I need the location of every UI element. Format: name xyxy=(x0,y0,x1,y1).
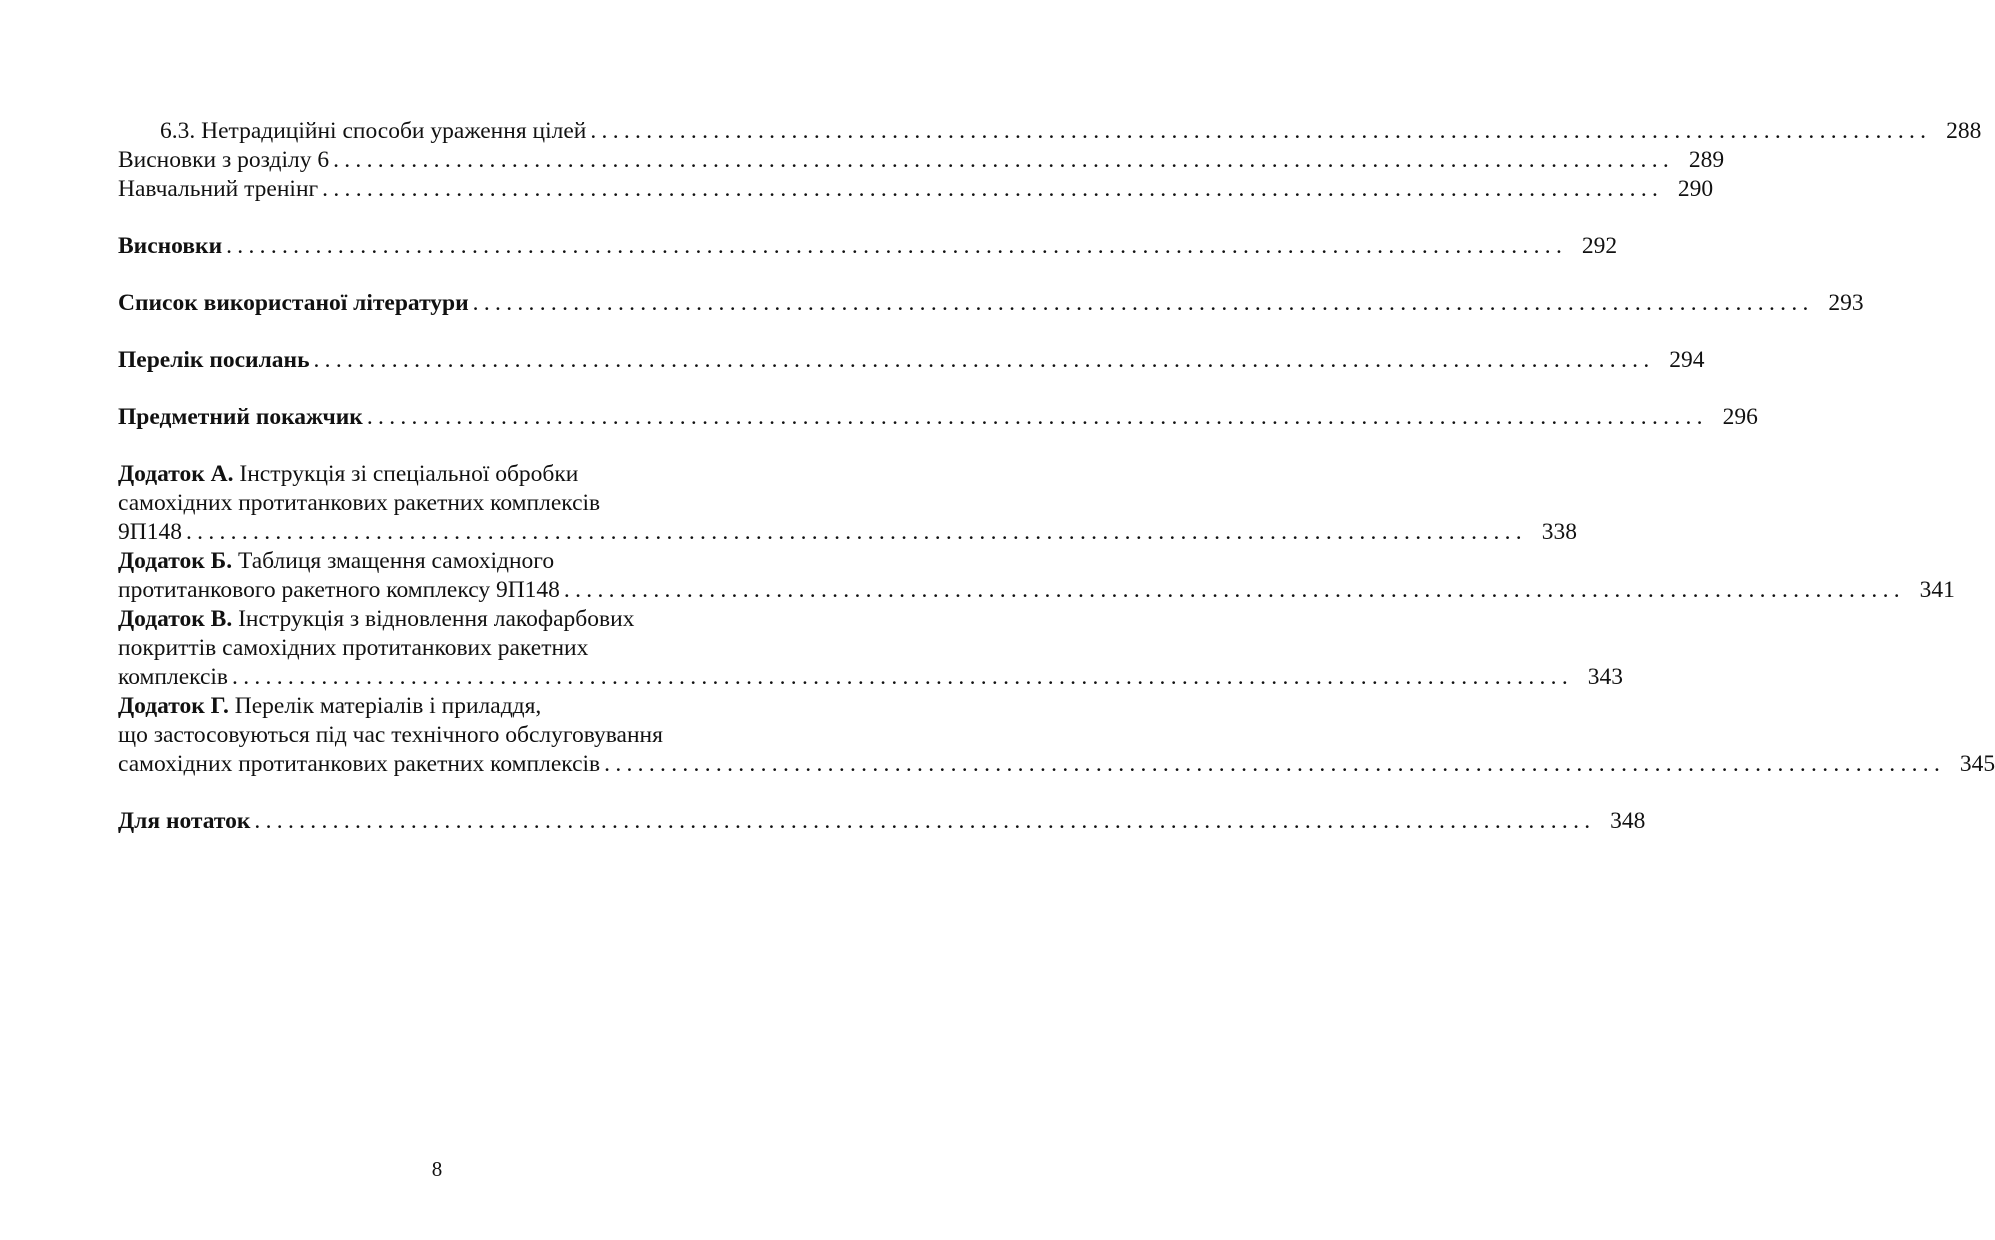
toc-entry-label: Висновки з розділу 6 xyxy=(118,147,330,173)
toc-entry-page: 296 xyxy=(1722,404,1758,430)
toc-entry-conclusions[interactable] xyxy=(118,232,1618,261)
toc-entry-notes[interactable] xyxy=(118,807,1646,836)
appendix-line: протитанкового ракетного комплексу 9П148 xyxy=(118,577,560,603)
appendix-title: Додаток Б. xyxy=(118,548,233,574)
appendix-line: Інструкція з відновлення лакофарбових xyxy=(238,606,635,632)
toc-entry-label: Предметний покажчик xyxy=(118,404,363,430)
toc-entry-label: Для нотаток xyxy=(118,808,251,834)
dot-leader: ........................................................................................................................ xyxy=(472,290,1814,316)
dot-leader: ........................................................................................................................ xyxy=(604,751,1946,777)
toc-entry-page: 289 xyxy=(1688,147,1725,173)
toc-entry-label: Навчальний тренінг xyxy=(118,176,319,202)
appendix-line: Таблиця змащення самохідного xyxy=(237,548,555,574)
toc-entry-page: 338 xyxy=(1541,519,1577,545)
dot-leader: ........................................................................................................................ xyxy=(366,404,1708,430)
toc-entry-label: Перелік посилань xyxy=(118,347,310,373)
dot-leader: ........................................................................................................................ xyxy=(232,664,1574,690)
toc-entry-page: 343 xyxy=(1587,664,1624,690)
toc-entry-page: 348 xyxy=(1610,808,1646,834)
toc-entry-references[interactable] xyxy=(118,346,1705,375)
toc-entry-page: 290 xyxy=(1677,176,1714,202)
toc-entry-bibliography[interactable] xyxy=(118,289,1864,318)
dot-leader: ........................................................................................................................ xyxy=(313,347,1655,373)
toc-entry-page: 341 xyxy=(1919,577,1955,603)
appendix-line: самохідних протитанкових ракетних комплексів xyxy=(118,490,601,516)
dot-leader: ........................................................................................................................ xyxy=(333,147,1675,173)
appendix-line: покриттів самохідних протитанкових ракетних xyxy=(118,635,589,661)
toc-entry-chapter-6-conclusions[interactable] xyxy=(118,146,1725,175)
toc-entry-appendix-b[interactable] xyxy=(118,547,1955,605)
appendix-line: комплексів xyxy=(118,664,229,690)
dot-leader: ........................................................................................................................ xyxy=(590,118,1932,144)
toc-entry-6-3[interactable] xyxy=(118,117,1982,146)
toc-entry-appendix-a[interactable] xyxy=(118,460,1577,547)
appendix-line: Інструкція зі спеціальної обробки xyxy=(239,461,579,487)
appendix-title: Додаток В. xyxy=(118,606,233,632)
toc-entry-page: 294 xyxy=(1669,347,1705,373)
toc-entry-label: 6.3. Нетрадиційні способи ураження цілей xyxy=(160,118,587,144)
toc-entry-subject-index[interactable] xyxy=(118,403,1758,432)
toc-entry-page: 345 xyxy=(1959,751,1995,777)
page-number: 8 xyxy=(431,1157,443,1181)
appendix-line: 9П148 xyxy=(118,519,182,545)
toc-entry-page: 292 xyxy=(1581,233,1618,259)
appendix-title: Додаток Г. xyxy=(118,693,229,719)
dot-leader: ........................................................................................................................ xyxy=(254,808,1596,834)
dot-leader: ........................................................................................................................ xyxy=(185,519,1527,545)
appendix-line: що застосовуються під час технічного обслуговування xyxy=(118,722,663,748)
appendix-line: Перелік матеріалів і приладдя, xyxy=(234,693,542,719)
table-of-contents xyxy=(118,117,1995,836)
toc-entry-label: Список використаної літератури xyxy=(118,290,469,316)
toc-entry-page: 293 xyxy=(1828,290,1864,316)
toc-entry-page: 288 xyxy=(1946,118,1982,144)
toc-entry-label: Висновки xyxy=(118,233,223,259)
appendix-title: Додаток А. xyxy=(118,461,234,487)
dot-leader: ........................................................................................................................ xyxy=(322,176,1664,202)
dot-leader: ........................................................................................................................ xyxy=(226,233,1568,259)
dot-leader: ........................................................................................................................ xyxy=(563,577,1905,603)
toc-entry-appendix-v[interactable] xyxy=(118,605,1624,692)
appendix-line: самохідних протитанкових ракетних комплексів xyxy=(118,751,601,777)
toc-entry-training[interactable] xyxy=(118,175,1714,204)
toc-entry-appendix-g[interactable] xyxy=(118,692,1995,779)
